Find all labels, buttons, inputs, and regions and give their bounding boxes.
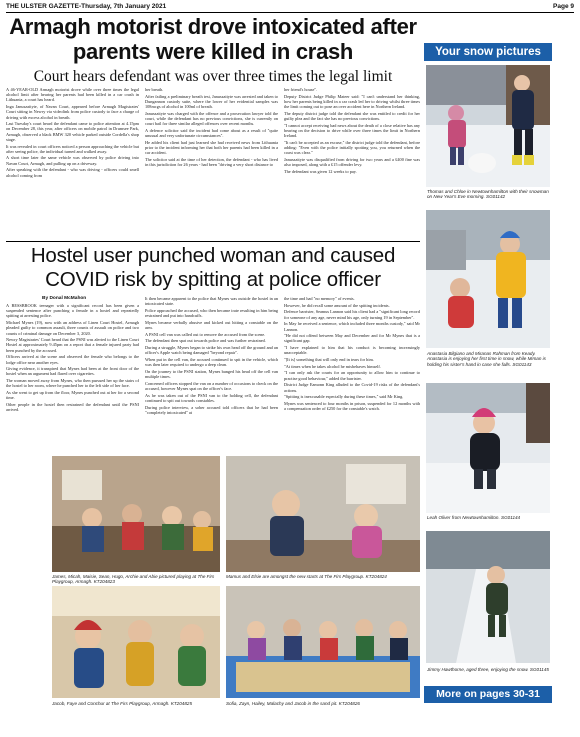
story2-paragraph: As he was taken out of the PSNI van to the holding cell, the defendant continued to spit out towards constables.	[145, 392, 278, 403]
story2-paragraph: District Judge Eamonn King alluded to the Covid-19 risks of the defendant's actions.	[284, 382, 420, 393]
story1-column-1	[6, 87, 139, 237]
story2-headline: Hostel user punched woman and caused COVID risk by spitting at police officer	[30, 244, 396, 291]
story1-paragraph: The deputy district judge told the defendant she was entitled to credit for her guilty plea and the fact she has no previous convictions.	[284, 110, 420, 122]
playgroup-photo-jacob-faye-conchur	[52, 586, 220, 698]
story2-paragraph: "I can only ask the courts for an opportunity to allow him to continue to practise good behaviour," added the barrister.	[284, 370, 420, 381]
story2-paragraph: During police interview, a sober accused told officers that he had been "completely intoxicated" at	[145, 404, 278, 415]
story1-paragraph: Januszaityte was charged with the offence and a prosecution lawyer told the court, while the defendant has no previous convictions, she is currently on court bail for three similar alleged offences over recent months.	[145, 110, 278, 127]
story1-paragraph: her friend's house".	[284, 87, 318, 92]
story2-paragraph: Giving evidence, it transpired that Mynes had been at the front door of the hostel when an argument had flared over cigarettes.	[6, 366, 139, 377]
story1-paragraph: The defendant was given 12 weeks to pay.	[284, 168, 357, 174]
story2-paragraph: the time and had "no memory" of events.	[284, 296, 355, 301]
playgroup-photo-sandpit	[226, 586, 420, 698]
playgroup-photo-4-image	[226, 586, 420, 698]
story1-paragraph: Inga Januszaityte, of Navan Court, appeared before Armagh Magistrates' Court sitting in Newry via videolink from police custody to face a charge of driving with excess alcohol in breath.	[6, 104, 139, 120]
story2-paragraph: The woman moved away from Mynes, who then pursued her up the stairs of the hostel to her room, where he punched her to the left side of her face.	[6, 378, 139, 389]
section-rule	[6, 241, 420, 242]
story2-byline: By Donal McMahon	[42, 296, 87, 301]
story2-paragraph: "I have explained to him that his conduct is becoming increasingly unacceptable.	[284, 345, 420, 356]
story1-paragraph: After speaking with the defendant - who was driving - officers could smell alcohol coming from	[6, 167, 139, 178]
story2-paragraph: Police approached the accused, who then became irate resulting in him being restrained and put into handcuffs.	[145, 307, 278, 319]
story2-paragraph: Officers arrived at the scene and observed the female who belongs to the lodge office near another eyes.	[6, 354, 139, 365]
story2-paragraph: On the journey to the PSNI station, Mynes banged his head off the cell van multiple times.	[145, 368, 278, 380]
story1-subhead: Court hears defendant was over three times the legal limit	[33, 68, 393, 85]
snow-photo-2-image	[426, 210, 550, 348]
story2-paragraph: "At times when he takes alcohol he misbehaves himself.	[284, 363, 381, 369]
playgroup-caption-2: Mamus and Elsie are amongst the new starts at The Firs Playgroup. KT204824	[226, 574, 387, 579]
snow-pictures-banner: Your snow pictures	[424, 43, 552, 61]
playgroup-photo-2-image	[226, 456, 420, 572]
story2-paragraph: During a struggle, Mynes began to strike his own head off the ground and an officer's Apple watch being damaged "beyond repair".	[145, 345, 278, 356]
story1-headline: Armagh motorist drove intoxicated after parents were killed in crash	[9, 14, 417, 64]
story2-paragraph: Concerned officers stopped the van on a number of occasions to check on the accused, however Mynes spat on the officer's face.	[145, 380, 278, 392]
story2-column-1	[6, 303, 139, 453]
story2-paragraph: As she went to get up from the floor, Mynes punched out at her for a second time.	[6, 390, 139, 401]
story2-paragraph: "He did not offend between May and December and for Mr Mynes that is a significant gap.	[284, 333, 420, 344]
story1-paragraph: her breath.	[145, 87, 164, 92]
snow-photo-leah-oliver	[426, 383, 550, 513]
story2-paragraph: A BESSBROOK teenager with a significant record has been given a suspended sentence after punching a female in a hostel and repeatedly spitting at arresting police.	[6, 303, 139, 319]
story1-paragraph: A defence solicitor said the incident had come about as a result of "quite unusual and very unfortunate circumstances".	[145, 127, 278, 139]
newspaper-dateline: THE ULSTER GAZETTE-Thursday, 7th January 2021	[6, 3, 167, 10]
story1-paragraph: The solicitor said at the time of her detection, the defendant - who has lived in this jurisdiction for 26 years - had been "driving a very short distance to	[145, 156, 278, 168]
story1-paragraph: Januszaityte was disqualified from driving for two years and a £400 fine was also imposed, along with a £15 offender levy.	[284, 156, 420, 168]
snow-photo-jimmy-hawthorne	[426, 531, 550, 663]
story1-paragraph: A short time later the same vehicle was observed by police driving into Navan Court, Armagh, and pulling up on a driveway.	[6, 155, 139, 166]
snow-caption-2: Anastasia Bilgiano and Miranas Rahman from Keady. Anastasia is enjoying her first time in snow, while Miman is holding his sister's hand in case she falls. SG01143	[427, 351, 546, 367]
story2-column-2	[145, 296, 278, 453]
story2-paragraph: Other people in the hostel then restrained the defendant until the PSNI arrived.	[6, 401, 139, 413]
story1-paragraph: "It can't be accepted as an excuse," the district judge told the defendant, before adding: "Even with the police initially spotting you, you returned when the coast was clear."	[284, 139, 420, 156]
snow-photo-anastasia-miranas	[426, 210, 550, 348]
snow-photo-4-image	[426, 531, 550, 663]
story2-paragraph: Defence barrister, Seamus Lannon said his client had a "significant long record for someone of any age, never mind his age, only turning 19 in September".	[284, 309, 420, 320]
story1-paragraph: It was revealed in court officers noticed a person approaching the vehicle but after seeing police, the individual turned and walked away.	[6, 143, 139, 154]
story2-paragraph: "Spitting is inexcusable especially during these times," said Mr King.	[284, 394, 404, 400]
story2-column-3	[284, 296, 420, 453]
story2-paragraph: The defendant then spat out towards police and was further restrained.	[145, 338, 266, 344]
page-number: Page 9	[553, 3, 574, 10]
story1-column-2	[145, 87, 278, 237]
snow-photo-thomas-chloe	[426, 65, 550, 187]
playgroup-caption-3: Jacob, Faye and Conchur at The Firs Playgroup, Armagh. KT204825	[52, 701, 193, 706]
snow-photo-1-image	[426, 65, 550, 187]
story1-column-3	[284, 87, 420, 237]
more-pages-banner: More on pages 30-31	[424, 686, 552, 703]
story2-paragraph: Newry Magistrates' Court heard that the PSNI was alerted to the Linen Court Hostel at approximately 9.45pm on a report that a female injured party had been punched by the accused.	[6, 337, 139, 353]
story1-paragraph: "I cannot accept receiving bad news about the death of a close relative has any bearing on the decision to drive while over three times the limit in Northern Ireland.	[284, 122, 420, 139]
snow-photo-3-image	[426, 383, 550, 513]
snow-caption-3: Leah Oliver from Newtownhamilton. SG01144	[427, 515, 521, 520]
playgroup-photo-group	[52, 456, 220, 572]
playgroup-caption-4: Sofia, Zayn, Hailey, Malachy and Jacob in the sand pit. KT204826	[226, 701, 360, 706]
header-rule	[6, 12, 574, 13]
story2-paragraph: When put in the cell van, the accused continued to spit in the vehicle, which was then later required to undergo a deep clean.	[145, 357, 278, 368]
playgroup-photo-3-image	[52, 586, 220, 698]
story2-paragraph: However, he did recall some amount of the spitting incidents.	[284, 302, 390, 308]
playgroup-photo-mamus-elsie	[226, 456, 420, 572]
story1-paragraph: Last Tuesday's court heard the defendant came to police attention at 4.15pm on December 28, this year, after officers on mobile patrol in Drumsee Park, Armagh, observed a black BMW 320 vehicle parked outside Cordella's shop stage.	[6, 121, 139, 142]
story2-paragraph: A PSNI cell van was called out to remove the accused from the scene.	[145, 331, 266, 337]
story1-paragraph: Deputy District Judge Philip Mateer said: "I can't understand her thinking, how her parents being killed in a car crash led her to driving whilst three times the limit coming out to pose an over accident here in Northern Ireland.	[284, 93, 420, 110]
story1-paragraph: After failing a preliminary breath test, Januszaityte was arrested and taken to Dungannon custody suite, where the lower of her evidential samples was 108mcgs of alcohol in 100ml of breath.	[145, 93, 278, 110]
story2-paragraph: It then became apparent to the police that Mynes was outside the hostel in an intoxicated state.	[145, 296, 278, 307]
story2-paragraph: In May he received a sentence, which included three months custody," said Mr Lannon.	[284, 321, 420, 332]
snow-caption-1: Thomas and Chloe in Newtownhamilton with their snowman on New Year's Eve morning. SG01142	[427, 189, 549, 200]
story2-paragraph: "[It is] something that will only end in tears for him.	[284, 357, 374, 363]
snow-caption-4: Jimmy Hawthorne, aged three, enjoying the snow. SG01145	[427, 667, 549, 672]
story2-paragraph: Mynes became verbally abusive and kicked out hitting a constable on the arm.	[145, 319, 278, 331]
story1-paragraph: A 46-YEAR-OLD Armagh motorist drove while over three times the legal alcohol limit after hearing her parents had been killed in a car crash in Lithuania, a court has heard.	[6, 87, 139, 103]
story1-paragraph: He added his client had just learned she had received news from Lithuania prior to the incident informing her that both her parents had been killed in a car accident.	[145, 139, 278, 156]
story2-paragraph: Mynes was sentenced to four months in prison, suspended for 12 months with a compensation order of £250 for the constable's watch.	[284, 400, 420, 412]
story2-paragraph: Michael Mynes (19), now with an address of Linen Court Hostel, Armagh pleaded guilty to common assault, three counts of assault on police and two counts of criminal damage on December 3, 2020.	[6, 320, 139, 336]
playgroup-photo-1-image	[52, 456, 220, 572]
playgroup-caption-1: James, Micah, Maisie, Sean, Hugo, Archie and Abie pictured playing at The Firs Playgroup, Armagh. KT204823	[52, 574, 215, 585]
